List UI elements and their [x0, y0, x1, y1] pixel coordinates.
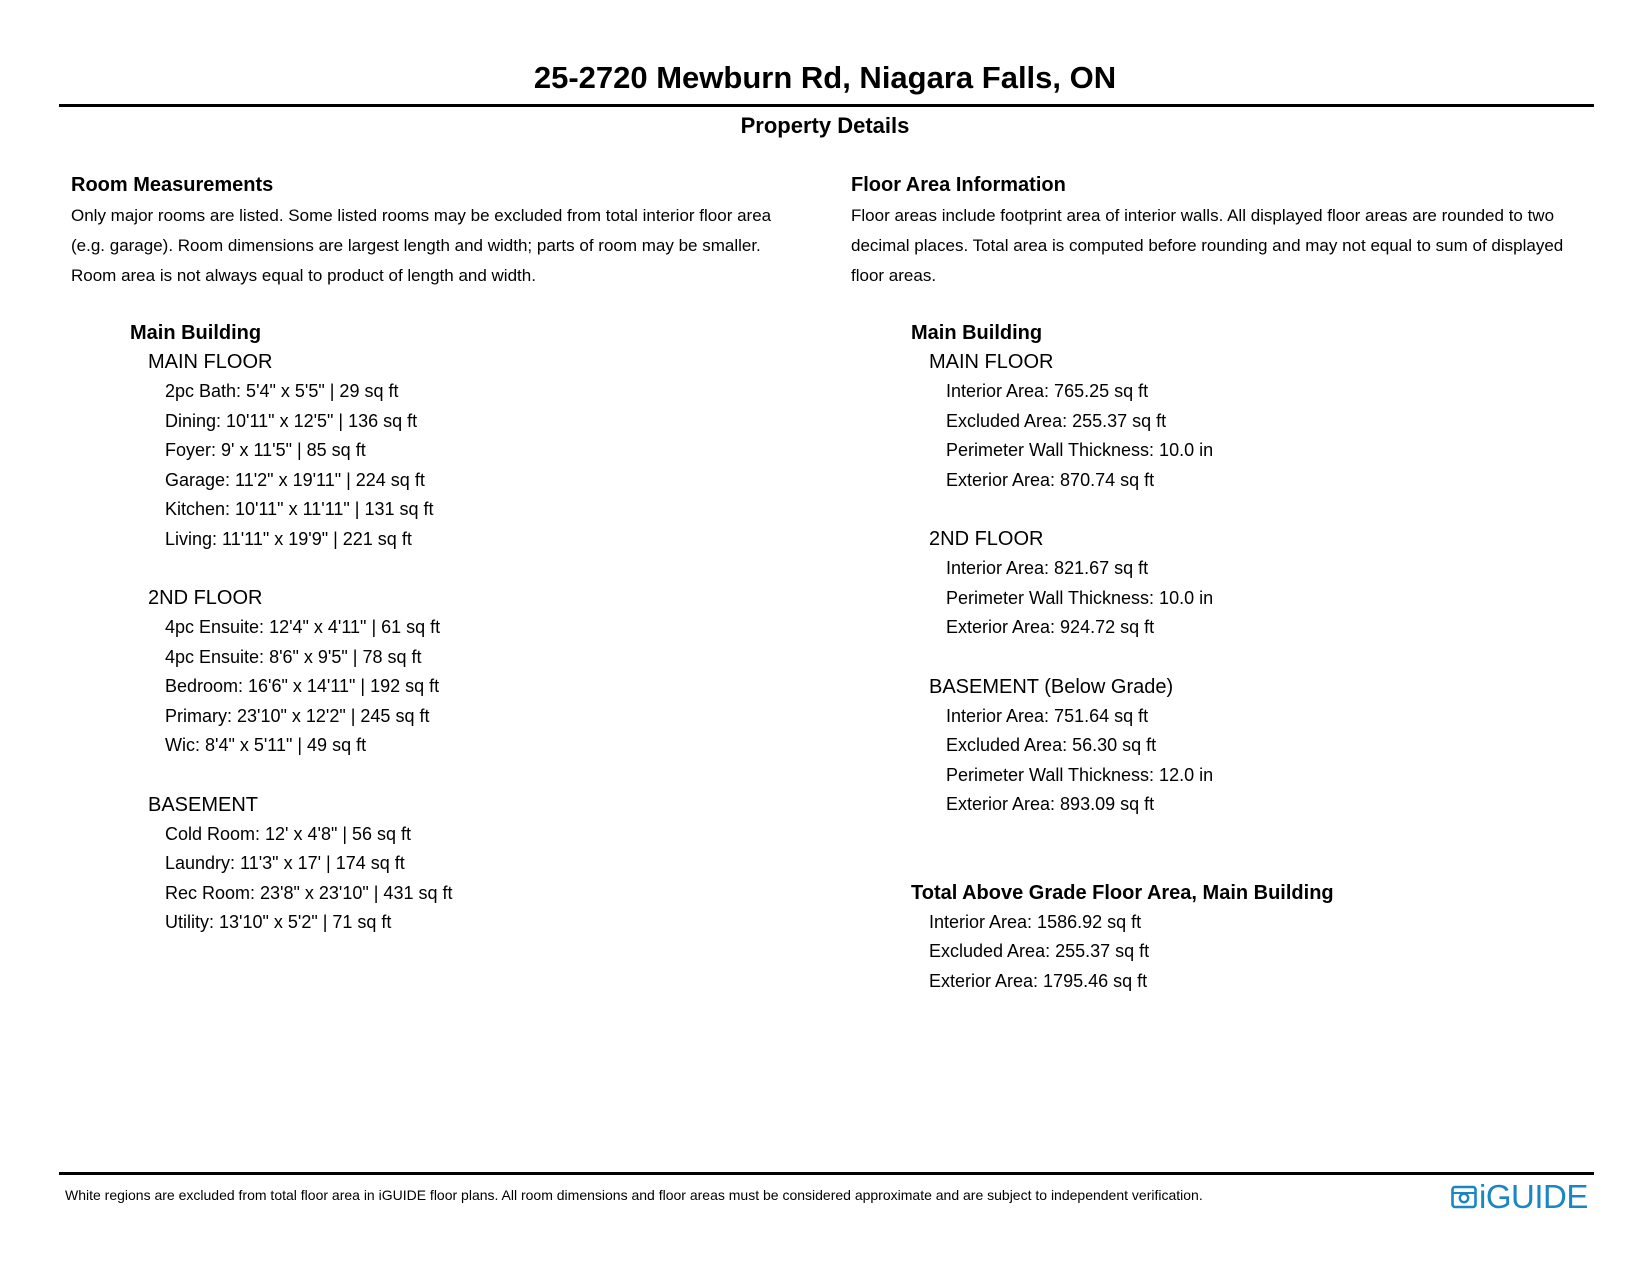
- room-item: 2pc Bath: 5'4" x 5'5" | 29 sq ft: [165, 381, 399, 401]
- note-line: floor areas.: [851, 266, 937, 285]
- camera-icon: [1451, 1184, 1477, 1210]
- room-measurements-heading: Room Measurements: [71, 174, 274, 196]
- note-line: Room area is not always equal to product of length and width.: [71, 266, 536, 285]
- footer-disclaimer: White regions are excluded from total floor area in iGUIDE floor plans. All room dimensions and floor areas must be considered approximate and are subject to independent verification.: [65, 1187, 1203, 1203]
- room-measurements-note: [71, 201, 831, 291]
- page-subtitle: Property Details: [740, 113, 910, 138]
- note-line: Floor areas include footprint area of interior walls. All displayed floor areas are rounded to two: [851, 206, 1555, 225]
- floor-name-main: MAIN FLOOR: [148, 351, 273, 373]
- area-item: Exterior Area: 893.09 sq ft: [946, 794, 1155, 814]
- area-item: Exterior Area: 924.72 sq ft: [946, 617, 1155, 637]
- area-item: Perimeter Wall Thickness: 10.0 in: [946, 587, 1214, 608]
- area-item: Excluded Area: 56.30 sq ft: [946, 735, 1157, 755]
- logo-text: iGUIDE: [1479, 1178, 1588, 1215]
- room-item: Kitchen: 10'11" x 11'11" | 131 sq ft: [165, 499, 434, 519]
- room-item: 4pc Ensuite: 8'6" x 9'5" | 78 sq ft: [165, 646, 422, 667]
- floor-name-basement: BASEMENT: [148, 793, 259, 816]
- room-item: Wic: 8'4" x 5'11" | 49 sq ft: [165, 735, 367, 755]
- room-item: Dining: 10'11" x 12'5" | 136 sq ft: [165, 410, 418, 431]
- total-area-item: Exterior Area: 1795.46 sq ft: [929, 970, 1148, 991]
- spacer: [911, 495, 1334, 525]
- room-item: Laundry: 11'3" x 17' | 174 sq ft: [165, 853, 405, 873]
- total-area-heading: Total Above Grade Floor Area, Main Building: [911, 881, 1334, 904]
- area-item: Perimeter Wall Thickness: 12.0 in: [946, 764, 1214, 785]
- building-name: Main Building: [911, 322, 1043, 344]
- floor-area-heading: Floor Area Information: [851, 174, 1066, 196]
- area-item: Excluded Area: 255.37 sq ft: [946, 410, 1167, 431]
- note-line: (e.g. garage). Room dimensions are largest length and width; parts of room may be smaller.: [71, 236, 761, 255]
- spacer: [911, 643, 1334, 673]
- room-item: Living: 11'11" x 19'9" | 221 sq ft: [165, 528, 412, 549]
- total-area-item: Excluded Area: 255.37 sq ft: [929, 941, 1150, 961]
- floor-name-main: MAIN FLOOR: [929, 351, 1054, 373]
- room-item: Foyer: 9' x 11'5" | 85 sq ft: [165, 440, 366, 460]
- room-item: Primary: 23'10" x 12'2" | 245 sq ft: [165, 705, 430, 726]
- room-item: Cold Room: 12' x 4'8" | 56 sq ft: [165, 823, 412, 844]
- note-line: decimal places. Total area is computed before rounding and may not equal to sum of displayed: [851, 236, 1564, 255]
- building-name: Main Building: [130, 322, 262, 344]
- iguide-logo: [1451, 1180, 1588, 1214]
- room-item: Garage: 11'2" x 19'11" | 224 sq ft: [165, 469, 425, 490]
- page-title: 25-2720 Mewburn Rd, Niagara Falls, ON: [533, 60, 1117, 95]
- room-item: 4pc Ensuite: 12'4" x 4'11" | 61 sq ft: [165, 617, 441, 637]
- floor-area-note: [851, 201, 1611, 291]
- room-measurements-list: [130, 319, 452, 938]
- header-divider: [59, 104, 1594, 107]
- floor-name-2nd: 2ND FLOOR: [148, 587, 263, 609]
- floor-area-list: [911, 319, 1334, 996]
- area-item: Perimeter Wall Thickness: 10.0 in: [946, 440, 1214, 460]
- floor-name-2nd: 2ND FLOOR: [929, 528, 1044, 550]
- note-line: Only major rooms are listed. Some listed rooms may be excluded from total interior floor area: [71, 206, 772, 225]
- room-item: Rec Room: 23'8" x 23'10" | 431 sq ft: [165, 882, 453, 903]
- area-item: Exterior Area: 870.74 sq ft: [946, 469, 1155, 490]
- footer-divider: [59, 1172, 1594, 1175]
- total-area-item: Interior Area: 1586.92 sq ft: [929, 911, 1142, 932]
- area-item: Interior Area: 821.67 sq ft: [946, 558, 1149, 578]
- floor-name-basement: BASEMENT (Below Grade): [929, 675, 1174, 698]
- area-item: Interior Area: 751.64 sq ft: [946, 705, 1149, 726]
- room-item: Bedroom: 16'6" x 14'11" | 192 sq ft: [165, 676, 440, 696]
- spacer: [130, 761, 452, 791]
- spacer: [911, 820, 1334, 879]
- spacer: [130, 554, 452, 584]
- area-item: Interior Area: 765.25 sq ft: [946, 381, 1149, 401]
- room-item: Utility: 13'10" x 5'2" | 71 sq ft: [165, 912, 392, 932]
